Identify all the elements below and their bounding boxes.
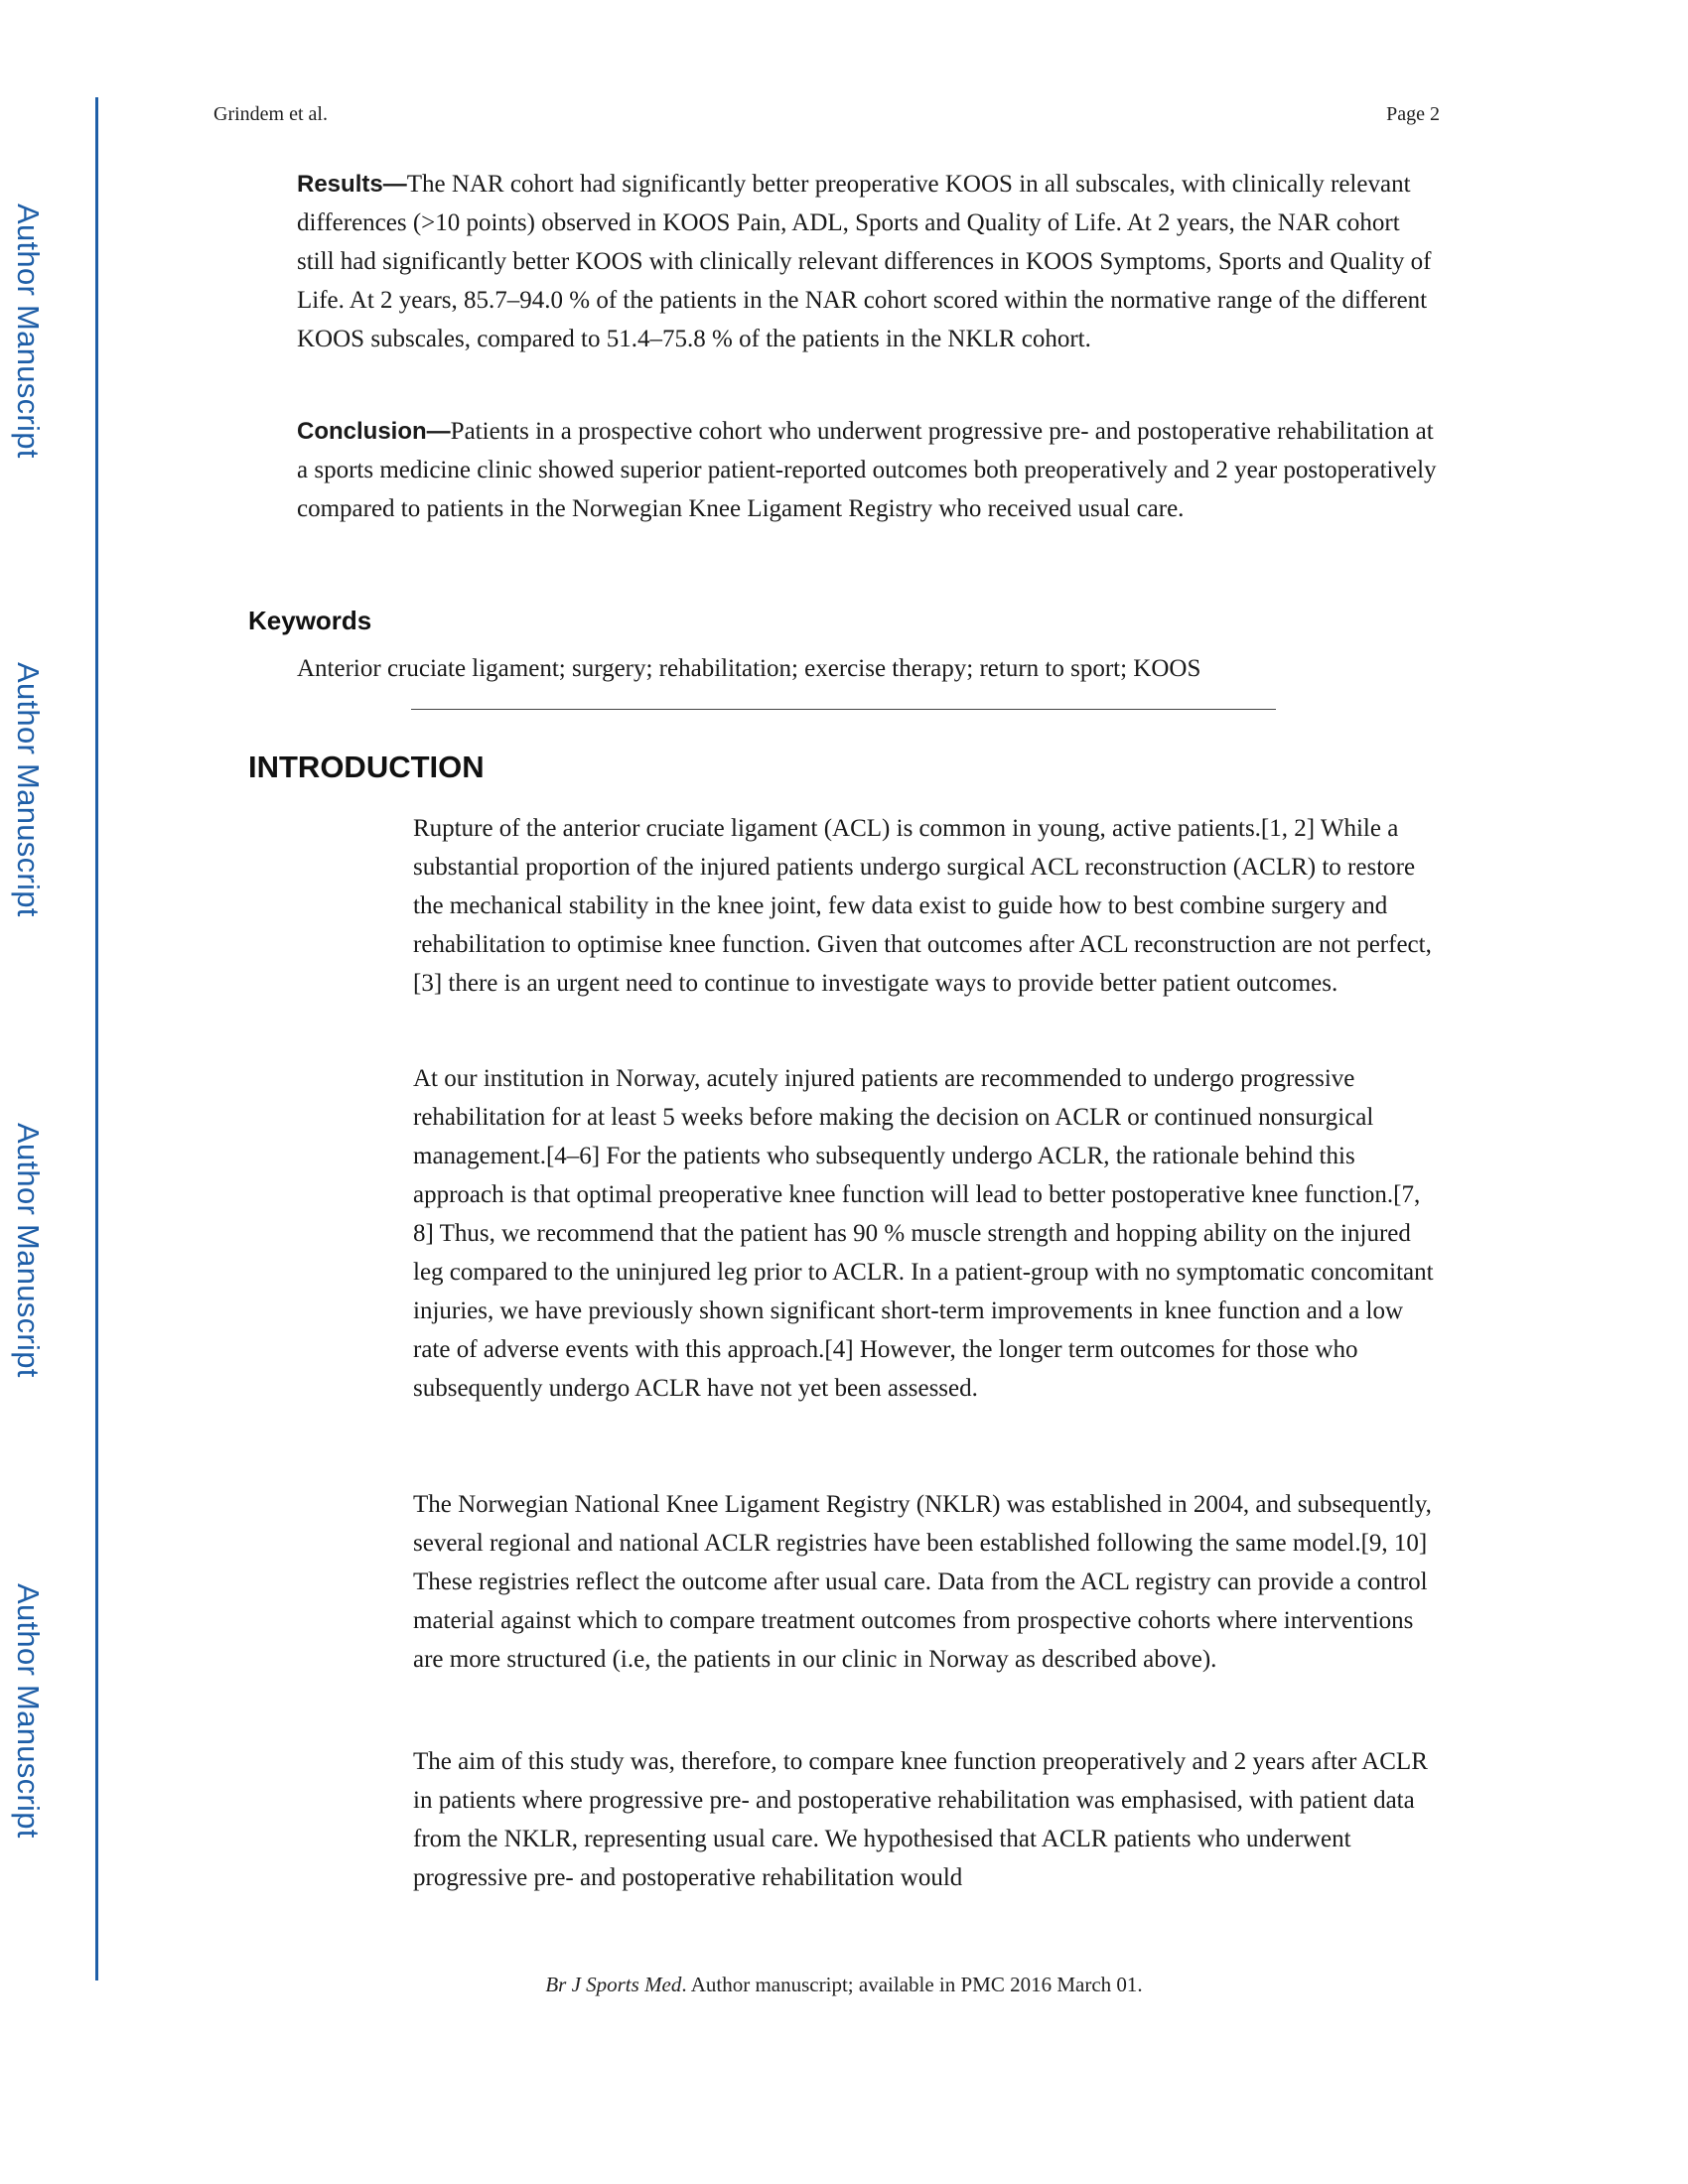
running-head-author: Grindem et al. — [213, 103, 328, 125]
keywords-heading: Keywords — [248, 606, 372, 635]
intro-paragraph: The aim of this study was, therefore, to compare knee function preoperatively and 2 years after ACLR in patients where progressive pre- and postoperative rehabilitation was emphasised, with patient data from the NKLR, representing usual care. We hypothesised that ACLR patients who underwent progressive pre- and postoperative rehabilitation would — [413, 1748, 1428, 1891]
journal-name: Br J Sports Med — [545, 1973, 682, 1996]
intro-paragraph: The Norwegian National Knee Ligament Registry (NKLR) was established in 2004, and subsequently, several regional and national ACLR registries have been established following the same model.[9, 10] These registries reflect the outcome after usual care. Data from the ACL registry can provide a control material against which to compare treatment outcomes from prospective cohorts where interventions are more structured (i.e, the patients in our clinic in Norway as described above). — [413, 1491, 1432, 1673]
conclusion-heading: Conclusion— — [297, 418, 451, 445]
conclusion-text: Patients in a prospective cohort who underwent progressive pre- and postoperative rehabilitation at a sports medicine clinic showed superior patient-reported outcomes both preoperatively and 2 year postoperatively compared to patients in the Norwegian Knee Ligament Registry who received usual care. — [297, 418, 1437, 522]
intro-paragraph: Rupture of the anterior cruciate ligament (ACL) is common in young, active patients.[1, 2] While a substantial proportion of the injured patients undergo surgical ACL reconstruction (ACLR) to restore the mechanical stability in the knee joint, few data exist to guide how to best combine surgery and rehabilitation to optimise knee function. Given that outcomes after ACL reconstruction are not perfect,[3] there is an urgent need to continue to investigate ways to provide better patient outcomes. — [413, 815, 1432, 997]
footer-text: . Author manuscript; available in PMC 2016 March 01. — [681, 1973, 1143, 1996]
abstract-results — [297, 165, 1439, 358]
page-number: Page 2 — [1386, 103, 1440, 125]
introduction-heading: INTRODUCTION — [248, 750, 485, 784]
citation-footer — [0, 1973, 1688, 1997]
results-text: The NAR cohort had significantly better preoperative KOOS in all subscales, with clinically relevant differences (>10 points) observed in KOOS Pain, ADL, Sports and Quality of Life. At 2 years, the NAR cohort still had significantly better KOOS with clinically relevant differences in KOOS Symptoms, Sports and Quality of Life. At 2 years, 85.7–94.0 % of the patients in the NAR cohort scored within the normative range of the different KOOS subscales, compared to 51.4–75.8 % of the patients in the NKLR cohort. — [297, 171, 1432, 352]
margin-rule — [95, 97, 98, 1980]
keywords-text: Anterior cruciate ligament; surgery; rehabilitation; exercise therapy; return to sport; KOOS — [297, 655, 1201, 682]
abstract-conclusion — [297, 412, 1439, 528]
results-heading: Results— — [297, 171, 407, 198]
section-divider — [411, 709, 1276, 710]
intro-paragraph: At our institution in Norway, acutely injured patients are recommended to undergo progressive rehabilitation for at least 5 weeks before making the decision on ACLR or continued nonsurgical management.[4–6] For the patients who subsequently undergo ACLR, the rationale behind this approach is that optimal preoperative knee function will lead to better postoperative knee function.[7, 8] Thus, we recommend that the patient has 90 % muscle strength and hopping ability on the injured leg compared to the uninjured leg prior to ACLR. In a patient-group with no symptomatic concomitant injuries, we have previously shown significant short-term improvements in knee function and a low rate of adverse events with this approach.[4] However, the longer term outcomes for those who subsequently undergo ACLR have not yet been assessed. — [413, 1065, 1434, 1402]
